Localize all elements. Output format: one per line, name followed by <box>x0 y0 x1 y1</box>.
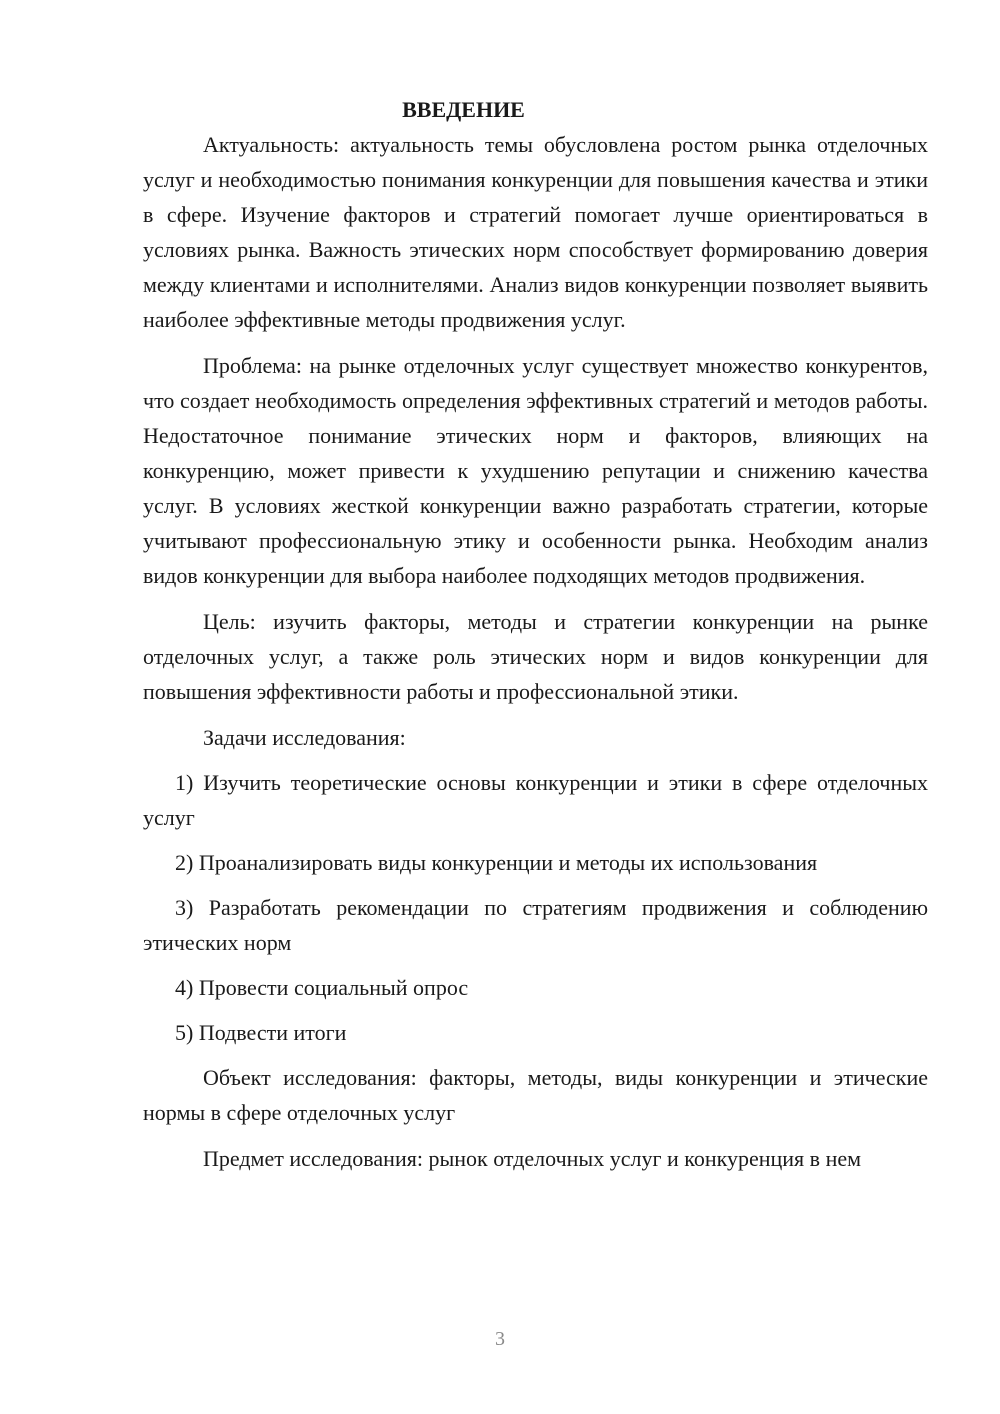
tasks-heading: Задачи исследования: <box>203 725 406 750</box>
paragraph-subject: Предмет исследования: рынок отделочных услуг и конкуренция в нем <box>203 1146 862 1171</box>
paragraph-relevance: Актуальность: актуальность темы обусловлена ростом рынка отделочных услуг и необходимостью понимания конкуренции для повышения качества и этики в сфере. Изучение факторов и стратегий помогает лучше ориентироваться в условиях рынка. Важность этических норм способствует формированию доверия между клиентами и исполнителями. Анализ видов конкуренции позволяет выявить наиболее эффективные методы продвижения услуг. <box>143 132 928 332</box>
section-title <box>143 92 928 127</box>
document-page <box>143 92 928 1187</box>
section-title-text: ВВЕДЕНИЕ <box>402 97 525 122</box>
task-item-4: 4) Провести социальный опрос <box>175 975 469 1000</box>
paragraph-object: Объект исследования: факторы, методы, виды конкуренции и этические нормы в сфере отделочных услуг <box>143 1065 928 1125</box>
paragraph-goal: Цель: изучить факторы, методы и стратегии конкуренции на рынке отделочных услуг, а также роль этических норм и видов конкуренции для повышения эффективности работы и профессиональной этики. <box>143 609 928 704</box>
page-number: 3 <box>495 1328 505 1350</box>
task-item-3: 3) Разработать рекомендации по стратегиям продвижения и соблюдению этических норм <box>143 895 928 955</box>
task-item-5: 5) Подвести итоги <box>175 1020 347 1045</box>
task-item-1: 1) Изучить теоретические основы конкуренции и этики в сфере отделочных услуг <box>143 770 928 830</box>
task-item-2: 2) Проанализировать виды конкуренции и методы их использования <box>175 850 818 875</box>
paragraph-problem: Проблема: на рынке отделочных услуг существует множество конкурентов, что создает необходимость определения эффективных стратегий и методов работы. Недостаточное понимание этических норм и факторов, влияющих на конкуренцию, может привести к ухудшению репутации и снижению качества услуг. В условиях жесткой конкуренции важно разработать стратегии, которые учитывают профессиональную этику и особенности рынка. Необходим анализ видов конкуренции для выбора наиболее подходящих методов продвижения. <box>143 353 928 588</box>
